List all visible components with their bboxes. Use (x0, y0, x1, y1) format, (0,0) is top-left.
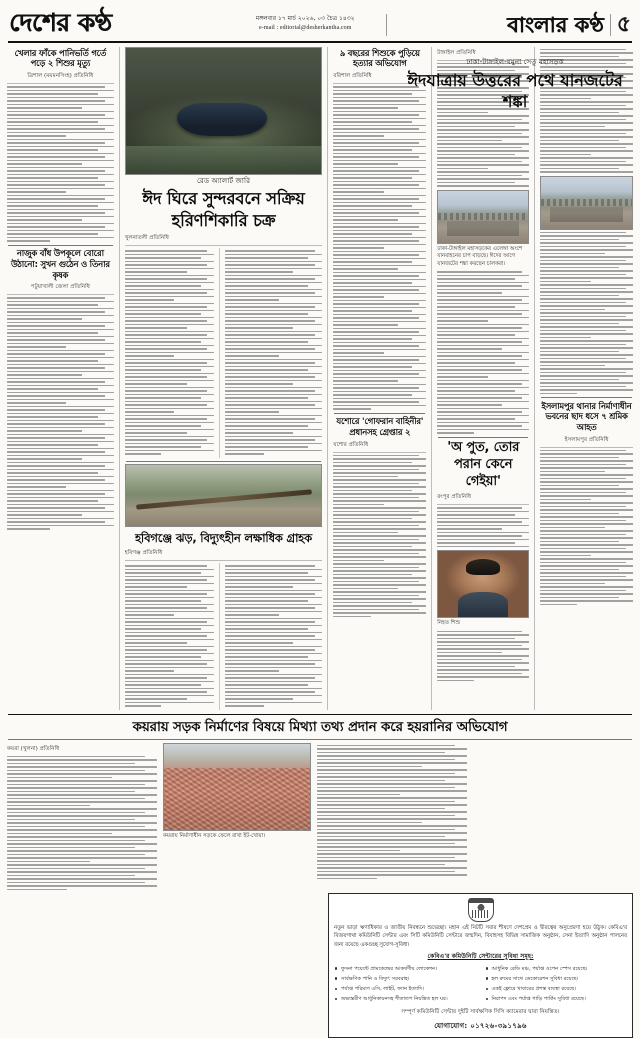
byline: যশোর প্রতিনিধি (333, 441, 426, 453)
column-3 (327, 47, 426, 710)
body-text (7, 756, 157, 891)
byline: খুলনাতলী প্রতিনিধি (125, 234, 323, 246)
byline: ইসলামপুর প্রতিনিধি (540, 436, 633, 448)
masthead-right (500, 14, 631, 36)
headline: ইসলামপুর থানার নির্মাণাধীন ভবনের ছাদ ধসে ৭ শ্রমিক আহত (541, 400, 632, 433)
body-text (540, 450, 633, 606)
body-text-right (225, 565, 322, 707)
advert-intro: নতুন ভাড়া ঋণাধিকার ও জাতীয় নিবন্ধনে শুভেচ্ছা। মহান এই নিটটি সবার শীষণে দেশপ্রেম ও দ্বীরত্বের অনুপ্রেরণা হয়ে উঠুক। কেবিএ'র বিজয়গাথা কমিউনিটি সেন্টার এবং সিটি কমিউনিটি সেন্টারে জন্মদিন, বিবাহসহ বিভিন্ন সামাজিক অনুষ্ঠান, সেনা ইত্যাদি অনুষ্ঠান পালনের জন্য রয়েছে একগুচ্ছ সুযোগ-সুবিধা। (334, 925, 627, 948)
headline: খেলার ফাঁকে পানিভর্তি গর্তে পড়ে ২ শিশুর মৃত্যু (14, 47, 107, 69)
list-item: আধুনিক রেডি মঞ্চ, পর্যাপ্ত ওপেন স্পেস রয়েছে। (485, 965, 628, 973)
community-center-advert (328, 893, 633, 1038)
story-islampur-thana (540, 401, 633, 606)
banner-headline: কয়রায় সড়ক নির্মাণের বিষয়ে মিথ্যা তথ্য প্রদান করে হয়রানির অভিযোগ (132, 718, 508, 735)
byline: বরিশাল প্রতিনিধি (333, 72, 426, 84)
column-4 (431, 47, 529, 710)
banner-text-right (317, 743, 467, 894)
body-text-left (125, 565, 215, 707)
list-item: নিরাপদ এবং পর্যাপ্ত গাড়ি পার্কিং সুবিধা রয়েছে। (485, 995, 628, 1003)
list-item: হল রুমের সাথে ডেকোরেশন সুবিধা রয়েছে। (485, 975, 628, 983)
logo-banglar-kantha: বাংলার কণ্ঠ (507, 13, 604, 37)
story-divider (126, 461, 322, 462)
byline: ত্রিশাল (ময়মনসিংহ) প্রতিনিধি (7, 72, 114, 84)
body-text (333, 86, 426, 410)
body-text-right (225, 250, 322, 455)
body-text-cont (540, 232, 633, 395)
dateline: মঙ্গলবার ১৭ মার্চ ২০২৬, ০৩ চৈত্র ১৪৩২ (255, 15, 355, 23)
story-habiganj-storm (125, 464, 323, 709)
advert-footer: সম্পূর্ণ কমিউনিটি সেন্টার দুইটি সার্বক্ষণিক সিসি ক্যামেরার দ্বারা নিয়ন্ত্রিত। (401, 1009, 560, 1016)
list-item: সার্বক্ষণিক পানি ও বিদ্যুৎ সরবরাহ। (334, 975, 477, 983)
highway-photo (437, 190, 529, 244)
photo-caption: নিহত শিশু (437, 620, 460, 627)
page-number: ৫ (610, 14, 631, 36)
list-item: একই ফ্লোরে খাবারের প্রশস্ত ব্যবস্থা রয়েছে। (485, 985, 628, 993)
road-construction-photo (163, 743, 311, 831)
advert-wrap (7, 893, 633, 1038)
government-crest-icon (468, 898, 494, 922)
body-text (437, 507, 529, 547)
story-divider (8, 245, 113, 246)
body-text-left (125, 250, 215, 455)
byline: পটুয়াখালী জেলা প্রতিনিধি (7, 283, 114, 295)
body-text (317, 745, 467, 880)
headline: হবিগঞ্জে ঝড়, বিদ্যুৎহীন লক্ষাধিক গ্রাহক (135, 531, 312, 546)
lead-headline: ঈদযাত্রায় উত্তরের পথে যানজটের শঙ্কা (407, 70, 623, 112)
photo-caption: কয়রায় নির্মাণাধীন সড়কে ফেলে রাখা ইট-খোয়া। (163, 832, 266, 839)
advert-logo (468, 898, 494, 922)
body-text (7, 86, 114, 242)
masthead-divider (8, 41, 632, 43)
body-text (333, 455, 426, 618)
col45-lead-headline-block (396, 56, 634, 116)
story-o-put (437, 440, 529, 681)
benefits-left-list (334, 965, 477, 1006)
list-item: অভ্যন্তরীণ আধুনিকায়নসহ শীতাতপ নিয়ন্ত্রিত হল ঘর। (334, 995, 477, 1003)
column-1 (7, 47, 114, 710)
byline: রংপুর প্রতিনিধি (437, 493, 529, 505)
banner-text-left (7, 743, 157, 894)
byline: কয়রা (খুলনা) প্রতিনিধি (7, 745, 60, 752)
masthead-dateline-block (224, 14, 387, 36)
story-divider (438, 437, 528, 438)
body-text-cont (437, 631, 529, 682)
advert-phone: যোগাযোগ: ০১৭২৬-৩৯১৭৯৬ (434, 1022, 527, 1031)
advert-benefits (334, 965, 627, 1006)
story-divider (334, 413, 425, 414)
byline: টাঙ্গাইল প্রতিনিধি (437, 49, 529, 61)
banner-photo-wrap (163, 743, 311, 894)
headline: যশোরে 'গোফরান বাহিনীর' প্রধানসহ গ্রেপ্তার ২ (336, 416, 424, 437)
list-item: ফুসনা পয়েন্টে প্রামকেন্দ্রের আকর্ষণীয় লোকেশন। (334, 965, 477, 973)
benefits-right-list (485, 965, 628, 1006)
advert-subhead: কেবিএ'র কমিউনিটি সেন্টারের সুবিধা সমূহ: (427, 952, 534, 960)
kicker: রেড অ্যালার্ট জারি (197, 175, 251, 185)
body-text-cont (437, 271, 529, 434)
story-jashore-gofran (333, 416, 426, 617)
banner-underline (8, 739, 632, 740)
storm-photo (125, 464, 323, 527)
banner-divider (8, 714, 632, 715)
photo-caption: ঢাকা-টাঙ্গাইল মহাসড়কের এলেঙ্গা অংশে যানবাহনের চাপ বাড়ছে। ঈদের আগে যানজটের শঙ্কা করছেন চালকরা। (437, 245, 523, 267)
column-5 (534, 47, 633, 710)
headline: নাজুক বাঁধ উপকূলে বোরো উঠানো: সুখন গুঠেন ও তিনার কৃষক (10, 248, 110, 280)
lead-photo-sundarban (125, 47, 323, 175)
story-najuk-bandh (7, 248, 114, 530)
highway-photo-2 (540, 176, 633, 230)
byline: হবিগঞ্জ প্রতিনিধি (125, 549, 323, 561)
logo-desher-kantha: দেশের কণ্ঠ (9, 8, 112, 37)
column-2-lead (119, 47, 323, 710)
headline: ৯ বছরের শিশুকে পুড়িয়ে হত্যার অভিযোগ (339, 47, 420, 69)
email-line: e-mail : editorial@desherkantha.com (258, 24, 352, 31)
story-khelar-fanke (7, 48, 114, 242)
story-divider (541, 397, 632, 398)
body-text (7, 297, 114, 530)
banner-grid (7, 743, 633, 894)
main-grid (7, 47, 633, 710)
bottom-banner (7, 714, 633, 894)
list-item: পর্যাপ্ত পরিমাণ এসি, লাইট, ফ্যান ইত্যাদি। (334, 985, 477, 993)
masthead (7, 6, 633, 41)
lead-headline: ঈদ ঘিরে সুন্দরবনে সক্রিয় হরিণশিকারি চক্র (142, 189, 305, 230)
quote-headline: 'অ পুত, তোর পরান কেনে গেইয়া' (447, 440, 520, 489)
kicker: ঢাকা-টাঙ্গাইল-যমুনা সেতু মহাসড়ক (466, 57, 564, 66)
victim-portrait-photo (437, 550, 529, 618)
